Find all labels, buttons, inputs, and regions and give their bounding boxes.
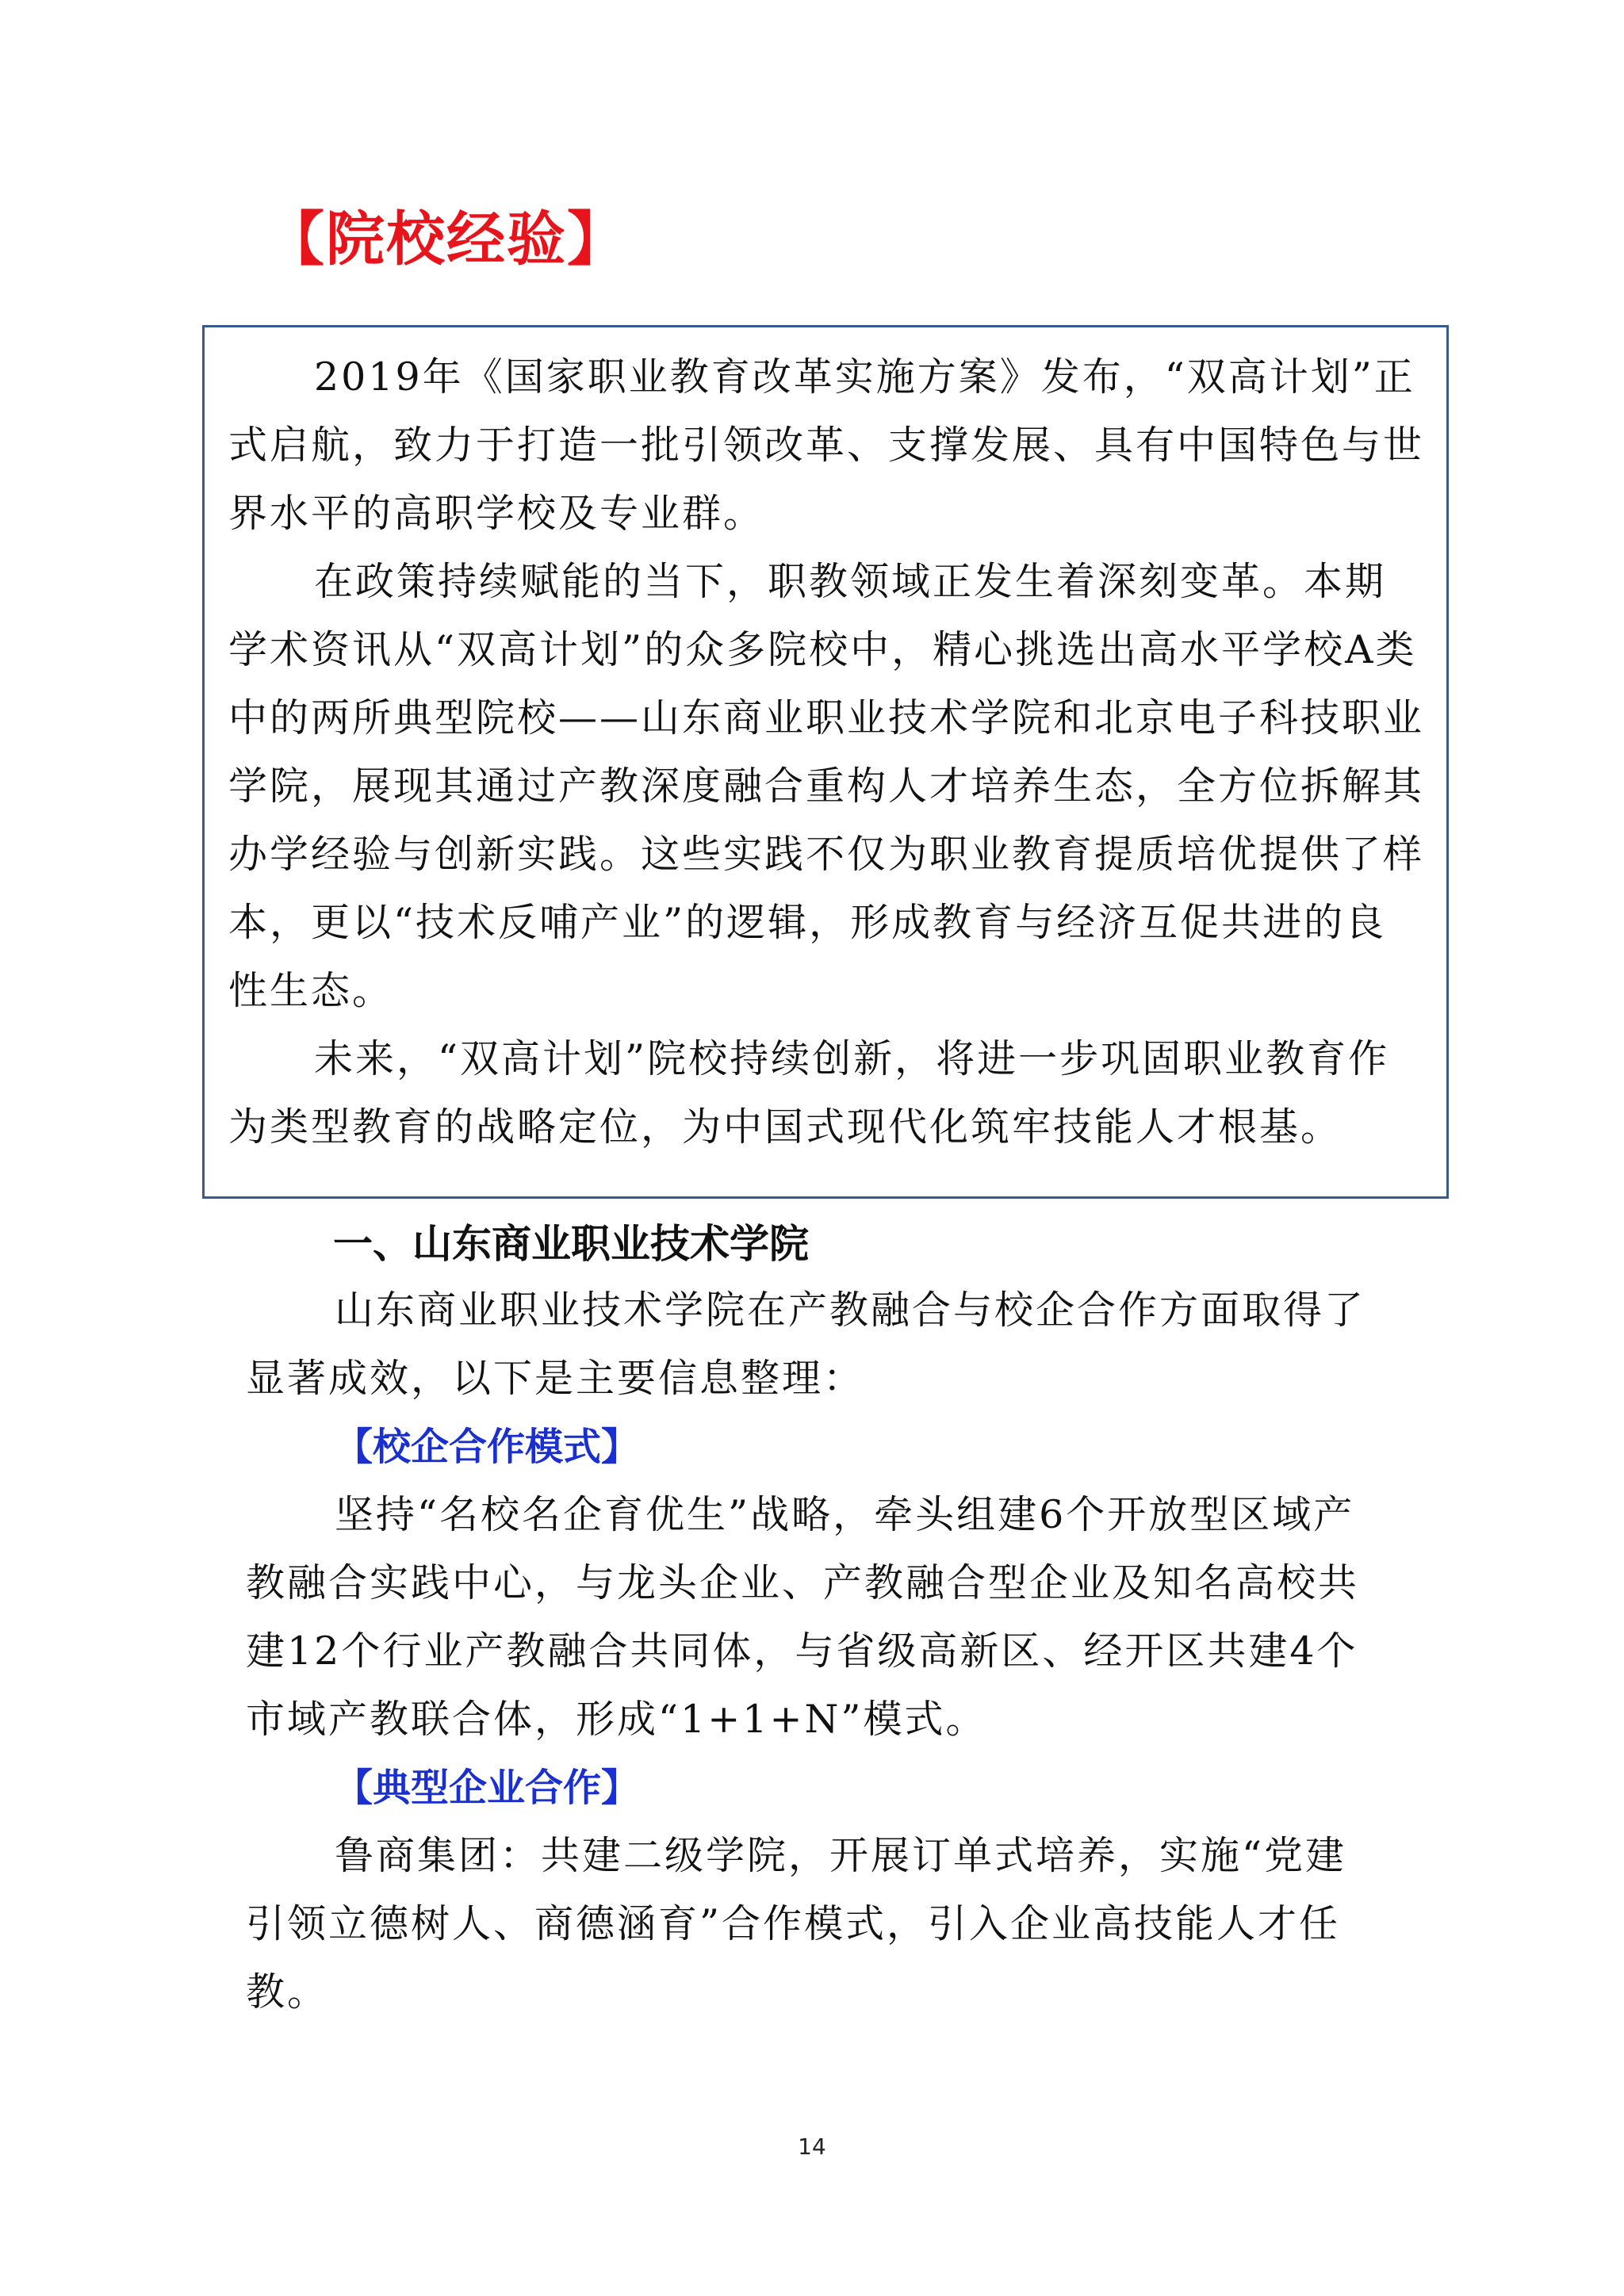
section-title: 一、山东商业职业技术学院 xyxy=(333,1221,809,1267)
page-number: 14 xyxy=(798,2133,826,2160)
subheading-typical-enterprise-cooperation: 【典型企业合作】 xyxy=(335,1766,640,1810)
intro-paragraph-2: 在政策持续赋能的当下，职教领域正发生着深刻变革。本期学术资讯从“双高计划”的众多院校中，精心挑选出高水平学校A类中的两所典型院校——山东商业职业技术学院和北京电子科技职业学院，展现其通过产教深度融合重构人才培养生态，全方位拆解其办学经验与创新实践。这些实践不仅为职业教育提质培优提供了样本，更以“技术反哺产业”的逻辑，形成教育与经济互促共进的良性生态。 xyxy=(228,559,1425,1013)
subheading-school-enterprise-model: 【校企合作模式】 xyxy=(335,1425,640,1469)
page-heading: 【院校经验】 xyxy=(266,205,627,274)
typical-enterprise-cooperation-paragraph: 鲁商集团：共建二级学院，开展订单式培养，实施“党建引领立德树人、商德涵育”合作模式，引入企业高技能人才任教。 xyxy=(246,1833,1347,2015)
intro-paragraph-1: 2019年《国家职业教育改革实施方案》发布，“双高计划”正式启航，致力于打造一批引领改革、支撑发展、具有中国特色与世界水平的高职学校及专业群。 xyxy=(228,354,1425,536)
intro-paragraph-3: 未来，“双高计划”院校持续创新，将进一步巩固职业教育作为类型教育的战略定位，为中国式现代化筑牢技能人才根基。 xyxy=(228,1036,1390,1150)
section-intro-paragraph: 山东商业职业技术学院在产教融合与校企合作方面取得了显著成效，以下是主要信息整理： xyxy=(246,1288,1366,1401)
school-enterprise-model-paragraph: 坚持“名校名企育优生”战略，牵头组建6个开放型区域产教融合实践中心，与龙头企业、产教融合型企业及知名高校共建12个行业产教融合共同体，与省级高新区、经开区共建4个市域产教联合体，形成“1+1+N”模式。 xyxy=(246,1492,1360,1742)
intro-box xyxy=(202,325,1449,1199)
